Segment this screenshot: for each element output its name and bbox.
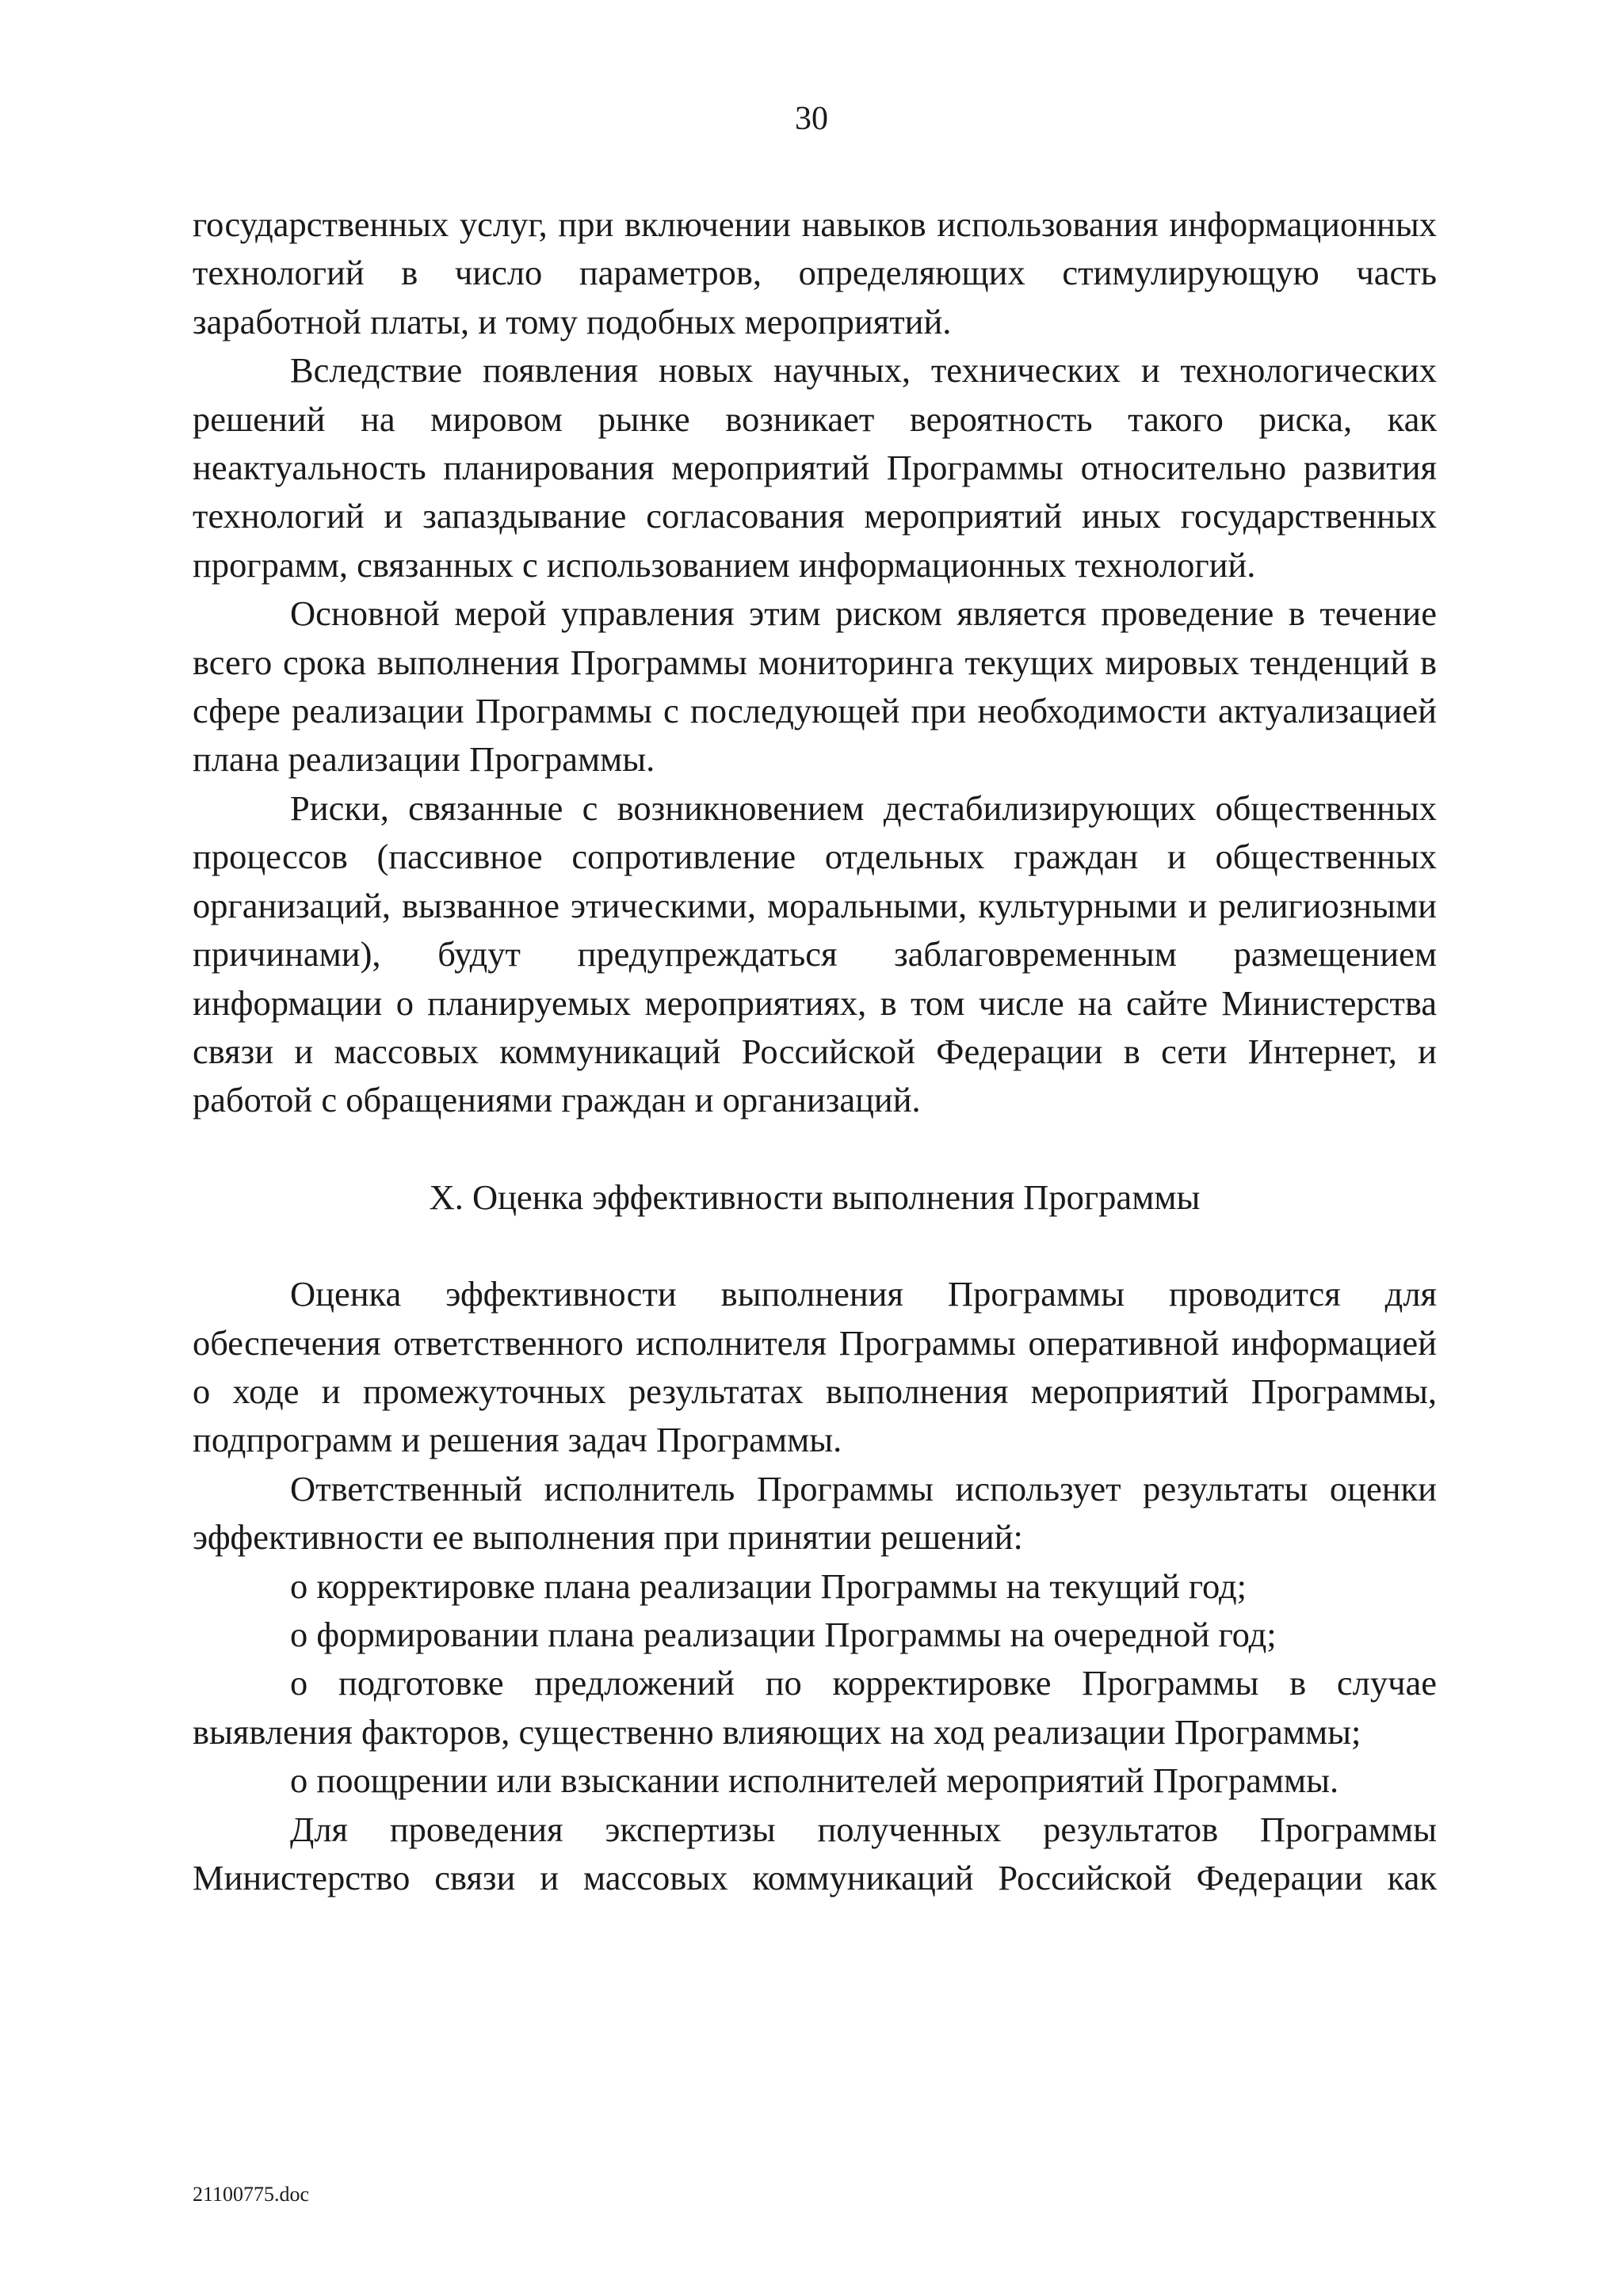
paragraph: Оценка эффективности выполнения Программы проводится для обеспечения ответственного исполнителя Программы оперативной информацией о ходе и промежуточных результатах выполнения мероприятий Программы, подпрограмм и решения задач Программы. <box>193 1274 1437 1460</box>
paragraph: Риски, связанные с возникновением дестабилизирующих общественных процессов (пассивное сопротивление отдельных граждан и общественных организаций, вызванное этическими, моральными, культурными и религиозными причинами), будут предупреждаться заблаговременным размещением информации о планируемых мероприятиях, в том числе на сайте Министерства связи и массовых коммуникаций Российской Федерации в сети Интернет, и работой с обращениями граждан и организаций. <box>193 788 1437 1120</box>
paragraph: Вследствие появления новых научных, технических и технологических решений на мировом рынке возникает вероятность такого риска, как неактуальность планирования мероприятий Программы относительно развития технологий и запаздывание согласования мероприятий иных государственных программ, связанных с использованием информационных технологий. <box>193 350 1437 585</box>
paragraph: Ответственный исполнитель Программы использует результаты оценки эффективности ее выполнения при принятии решений: <box>193 1468 1437 1558</box>
page-number: 30 <box>795 101 828 137</box>
list-item: о подготовке предложений по корректировке Программы в случае выявления факторов, существенно влияющих на ход реализации Программы; <box>193 1663 1437 1752</box>
paragraph: Основной мерой управления этим риском является проведение в течение всего срока выполнения Программы мониторинга текущих мировых тенденций в сфере реализации Программы с последующей при необходимости актуализацией плана реализации Программы. <box>193 593 1437 780</box>
list-item: о корректировке плана реализации Программы на текущий год; <box>290 1566 1247 1606</box>
paragraph: Для проведения экспертизы полученных результатов Программы Министерство связи и массовых коммуникаций Российской Федерации как <box>193 1809 1437 1897</box>
list-item: о поощрении или взыскании исполнителей мероприятий Программы. <box>290 1760 1339 1801</box>
list-item: о формировании плана реализации Программы на очередной год; <box>290 1614 1277 1654</box>
document-filename: 21100775.doc <box>193 2183 310 2206</box>
paragraph-continuation: государственных услуг, при включении навыков использования информационных технологий в число параметров, определяющих стимулирующую часть заработной платы, и тому подобных мероприятий. <box>193 204 1437 341</box>
section-heading: X. Оценка эффективности выполнения Программы <box>429 1177 1201 1217</box>
document-body <box>193 200 1437 1902</box>
